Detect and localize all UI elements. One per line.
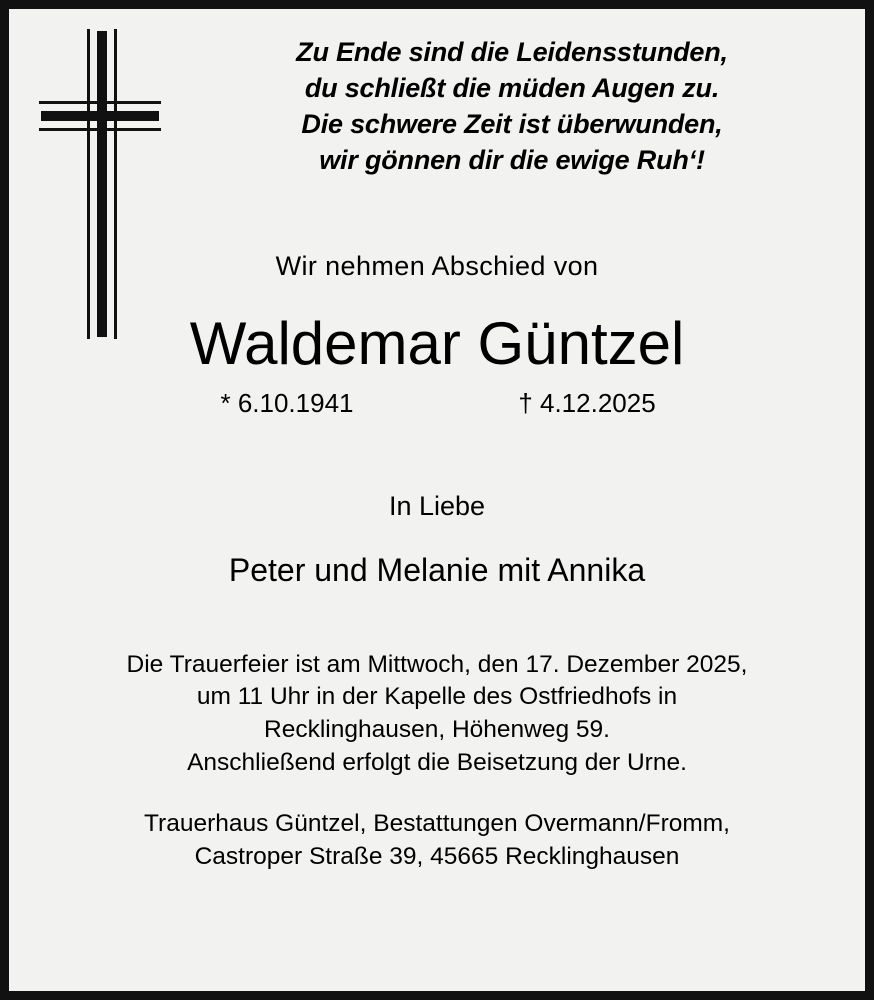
ceremony-line-4: Anschließend erfolgt die Beisetzung der Urne. xyxy=(187,749,687,777)
mourning-house-line-1: Trauerhaus Güntzel, Bestattungen Overmann/Fromm, xyxy=(144,809,730,837)
deceased-name: Waldemar Güntzel xyxy=(189,309,685,377)
poem-line-1: Zu Ende sind die Leidensstunden, xyxy=(296,37,728,67)
death-date: † 4.12.2025 xyxy=(518,387,656,418)
obituary-inner xyxy=(9,9,865,991)
ceremony-line-2: um 11 Uhr in der Kapelle des Ostfriedhofs in xyxy=(196,683,678,711)
ceremony-line-3: Recklinghausen, Höhenweg 59. xyxy=(264,716,610,744)
life-dates xyxy=(39,388,835,419)
ceremony-details xyxy=(39,649,835,780)
poem-line-2: du schließt die müden Augen zu. xyxy=(304,72,720,103)
cross-horizontal-bar xyxy=(41,111,159,121)
birth-date: * 6.10.1941 xyxy=(220,387,354,418)
farewell-text: Wir nehmen Abschied von xyxy=(275,250,599,281)
mourning-house-line-2: Castroper Straße 39, 45665 Recklinghausen xyxy=(194,842,680,870)
in-love-text: In Liebe xyxy=(388,490,486,521)
mourning-house-details xyxy=(39,808,835,874)
poem-line-3: Die schwere Zeit ist überwunden, xyxy=(301,108,723,139)
ceremony-line-1: Die Trauerfeier ist am Mittwoch, den 17. Dezember 2025, xyxy=(126,650,748,678)
family-names: Peter und Melanie mit Annika xyxy=(228,551,646,588)
christian-cross-icon xyxy=(39,29,159,349)
poem-line-4: wir gönnen dir die ewige Ruh‘! xyxy=(319,144,705,175)
cross-vertical-bar xyxy=(97,31,107,337)
